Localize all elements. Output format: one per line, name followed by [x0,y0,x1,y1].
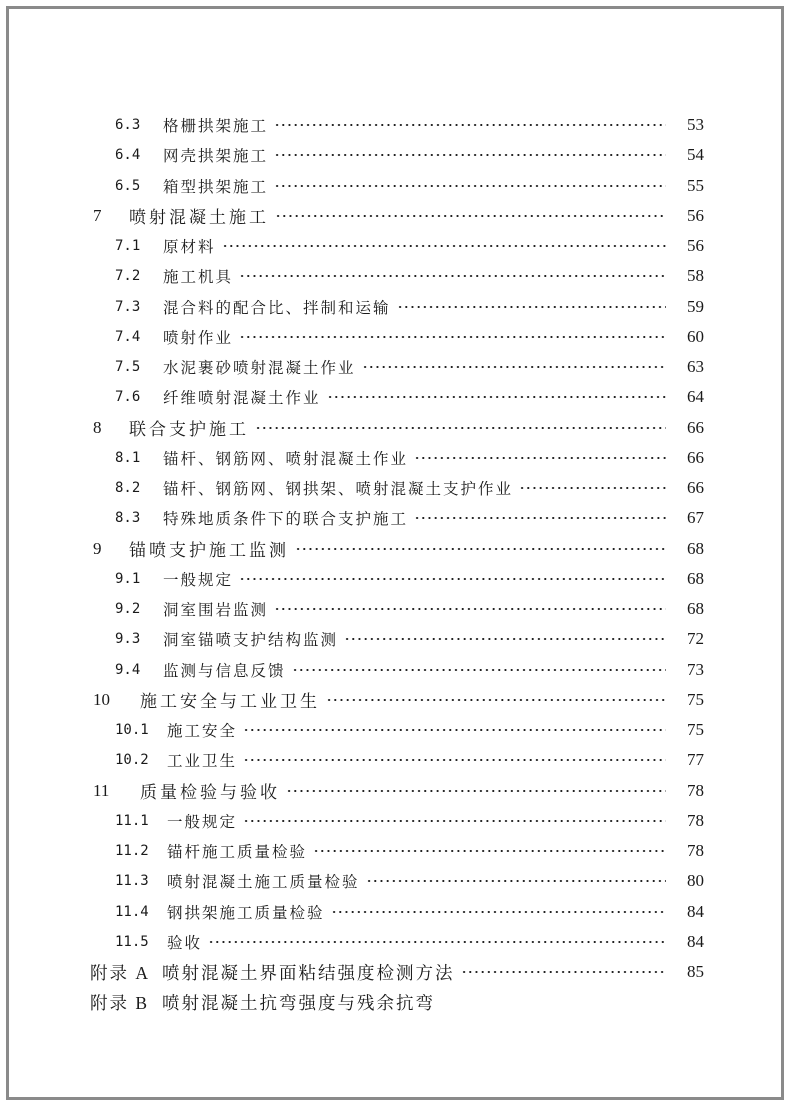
dot-leader [313,850,666,852]
toc-entry-title: 喷射混凝土施工质量检验 [167,873,360,892]
toc-entry-title: 监测与信息反馈 [163,661,286,680]
toc-entry-number: 11.4 [115,903,149,920]
dot-leader [295,548,666,550]
toc-section-row[interactable] [0,867,790,895]
toc-page-number: 68 [687,538,704,558]
toc-entry-title: 喷射作业 [163,328,234,347]
toc-entry-number: 11.5 [115,933,149,950]
toc-entry-number: 7.4 [115,328,141,345]
toc-page-number: 59 [687,296,704,316]
toc-section-row[interactable] [0,837,790,865]
toc-page-number: 60 [687,326,704,346]
dot-leader [243,729,666,731]
dot-leader [397,306,666,308]
toc-page-number: 54 [687,145,704,165]
toc-entry-number: 9.4 [115,661,141,678]
toc-page-number: 84 [687,931,704,951]
toc-entry-title: 喷射混凝土施工 [129,208,269,229]
dot-leader [414,517,666,519]
toc-entry-title: 喷射混凝土界面粘结强度检测方法 [162,962,455,983]
toc-entry-number: 10.2 [115,752,149,769]
dot-leader [275,215,666,217]
toc-entry-title: 洞室围岩监测 [163,601,269,619]
toc-entry-title: 一般规定 [167,812,238,831]
toc-entry-title: 工业卫生 [167,752,238,771]
toc-entry-number: 10.1 [115,722,149,738]
toc-section-row[interactable] [0,323,790,351]
toc-entry-title: 锚杆、钢筋网、喷射混凝土作业 [163,449,409,468]
toc-page-number: 66 [687,478,704,497]
toc-chapter-row[interactable] [0,414,790,442]
toc-section-row[interactable] [0,595,790,623]
toc-page-number: 56 [687,205,704,225]
dot-leader [239,275,666,277]
dot-leader [255,427,666,429]
toc-chapter-row[interactable] [0,535,790,563]
toc-chapter-row[interactable] [0,202,790,230]
toc-chapter-row[interactable] [0,686,790,714]
toc-section-row[interactable] [0,172,790,200]
dot-leader [461,971,667,973]
toc-entry-number: 9.3 [115,631,141,648]
dot-leader [331,911,666,913]
toc-section-row[interactable] [0,141,790,169]
toc-entry-title: 联合支护施工 [129,420,249,440]
toc-page-number: 53 [687,115,704,134]
dot-leader [239,578,666,580]
toc-entry-number: 11.3 [115,873,149,890]
dot-leader [208,941,666,943]
toc-entry-number: 7.1 [115,238,141,254]
toc-entry-number: 9.2 [115,601,141,617]
toc-entry-number: 7.2 [115,268,141,285]
toc-entry-title: 钢拱架施工质量检验 [167,903,325,922]
toc-page-number: 64 [687,387,704,407]
toc-entry-title: 混合料的配合比、拌制和运输 [163,298,391,317]
toc-entry-title: 锚杆施工质量检验 [167,843,308,861]
toc-page-number: 73 [687,659,704,679]
toc-section-row[interactable] [0,293,790,321]
dot-leader [362,366,666,368]
toc-entry-number: 11 [93,780,110,800]
toc-entry-number: 6.5 [115,177,141,194]
toc-entry-number: 附录 A [90,962,151,983]
toc-entry-title: 原材料 [163,238,216,256]
toc-entry-title: 喷射混凝土抗弯强度与残余抗弯 [162,992,435,1013]
toc-page-number: 80 [687,871,704,891]
toc-section-row[interactable] [0,716,790,744]
toc-entry-title: 纤维喷射混凝土作业 [163,389,321,408]
toc-page-number: 68 [687,599,704,618]
toc-page-number: 75 [687,689,704,709]
toc-entry-title: 特殊地质条件下的联合支护施工 [163,510,409,529]
toc-entry-title: 箱型拱架施工 [163,177,269,196]
toc-section-row[interactable] [0,444,790,472]
toc-entry-number: 8.3 [115,510,141,527]
toc-page-number: 55 [687,175,704,195]
toc-page-number: 67 [687,508,704,528]
toc-entry-title: 网壳拱架施工 [163,147,269,166]
toc-page-number: 75 [687,720,704,739]
toc-entry-number: 11.1 [115,812,149,829]
dot-leader [326,699,666,701]
toc-section-row[interactable] [0,353,790,381]
toc-entry-title: 水泥裹砂喷射混凝土作业 [163,359,356,377]
dot-leader [274,608,666,610]
toc-entry-number: 9.1 [115,570,141,587]
toc-page-number: 78 [687,810,704,830]
toc-entry-title: 格栅拱架施工 [163,117,269,135]
toc-section-row[interactable] [0,807,790,835]
toc-entry-number: 9 [93,538,102,558]
toc-page-number: 85 [687,962,704,981]
toc-entry-title: 质量检验与验收 [140,783,280,803]
toc-entry-number: 6.3 [115,117,141,133]
dot-leader [274,124,666,126]
toc-section-row[interactable] [0,262,790,290]
toc-entry-number: 7.5 [115,359,141,375]
toc-section-row[interactable] [0,625,790,653]
toc-entry-number: 7.3 [115,298,141,315]
toc-entry-title: 施工机具 [163,268,234,287]
toc-section-row[interactable] [0,111,790,139]
toc-entry-number: 6.4 [115,147,141,164]
toc-page-number: 72 [687,629,704,649]
toc-appendix-row[interactable] [0,958,790,986]
toc-section-row[interactable] [0,383,790,411]
dot-leader [239,336,666,338]
toc-page-number: 78 [687,780,704,800]
dot-leader [274,154,666,156]
dot-leader [292,669,666,671]
toc-section-row[interactable] [0,928,790,956]
toc-page-number: 58 [687,266,704,286]
toc-entry-number: 7 [93,205,102,225]
dot-leader [222,245,666,247]
dot-leader [344,638,666,640]
toc-entry-title: 锚喷支护施工监测 [129,541,289,561]
toc-entry-title: 验收 [167,933,203,952]
toc-section-row[interactable] [0,565,790,593]
toc-entry-title: 洞室锚喷支护结构监测 [163,631,339,650]
toc-entry-number: 11.2 [115,843,149,859]
toc-entry-title: 施工安全与工业卫生 [140,692,320,713]
toc-entry-number: 附录 B [90,992,150,1013]
toc-entry-title: 一般规定 [163,570,234,589]
dot-leader [243,759,666,761]
toc-page-number: 66 [687,447,704,467]
toc-entry-number: 10 [93,689,110,709]
toc-section-row[interactable] [0,898,790,926]
toc-page-number: 84 [687,901,704,921]
toc-page-number: 56 [687,236,704,255]
toc-entry-number: 7.6 [115,389,141,406]
toc-entry-number: 8.2 [115,480,141,496]
toc-section-row[interactable] [0,746,790,774]
toc-chapter-row[interactable] [0,777,790,805]
toc-appendix-row[interactable] [0,988,790,1016]
toc-section-row[interactable] [0,504,790,532]
toc-section-row[interactable] [0,656,790,684]
dot-leader [243,820,666,822]
toc-page-number: 68 [687,568,704,588]
toc-entry-title: 施工安全 [167,722,238,740]
toc-page-number: 66 [687,417,704,437]
dot-leader [327,396,666,398]
dot-leader [414,457,666,459]
toc-page-number: 78 [687,841,704,860]
toc-page-number: 63 [687,357,704,376]
dot-leader [286,790,666,792]
toc-entry-number: 8 [93,417,102,437]
toc-page-number: 77 [687,750,704,770]
dot-leader [274,185,666,187]
toc-entry-number: 8.1 [115,449,141,466]
toc-entry-title: 锚杆、钢筋网、钢拱架、喷射混凝土支护作业 [163,480,514,498]
dot-leader [366,880,666,882]
toc-section-row[interactable] [0,474,790,502]
toc-section-row[interactable] [0,232,790,260]
dot-leader [519,487,666,489]
